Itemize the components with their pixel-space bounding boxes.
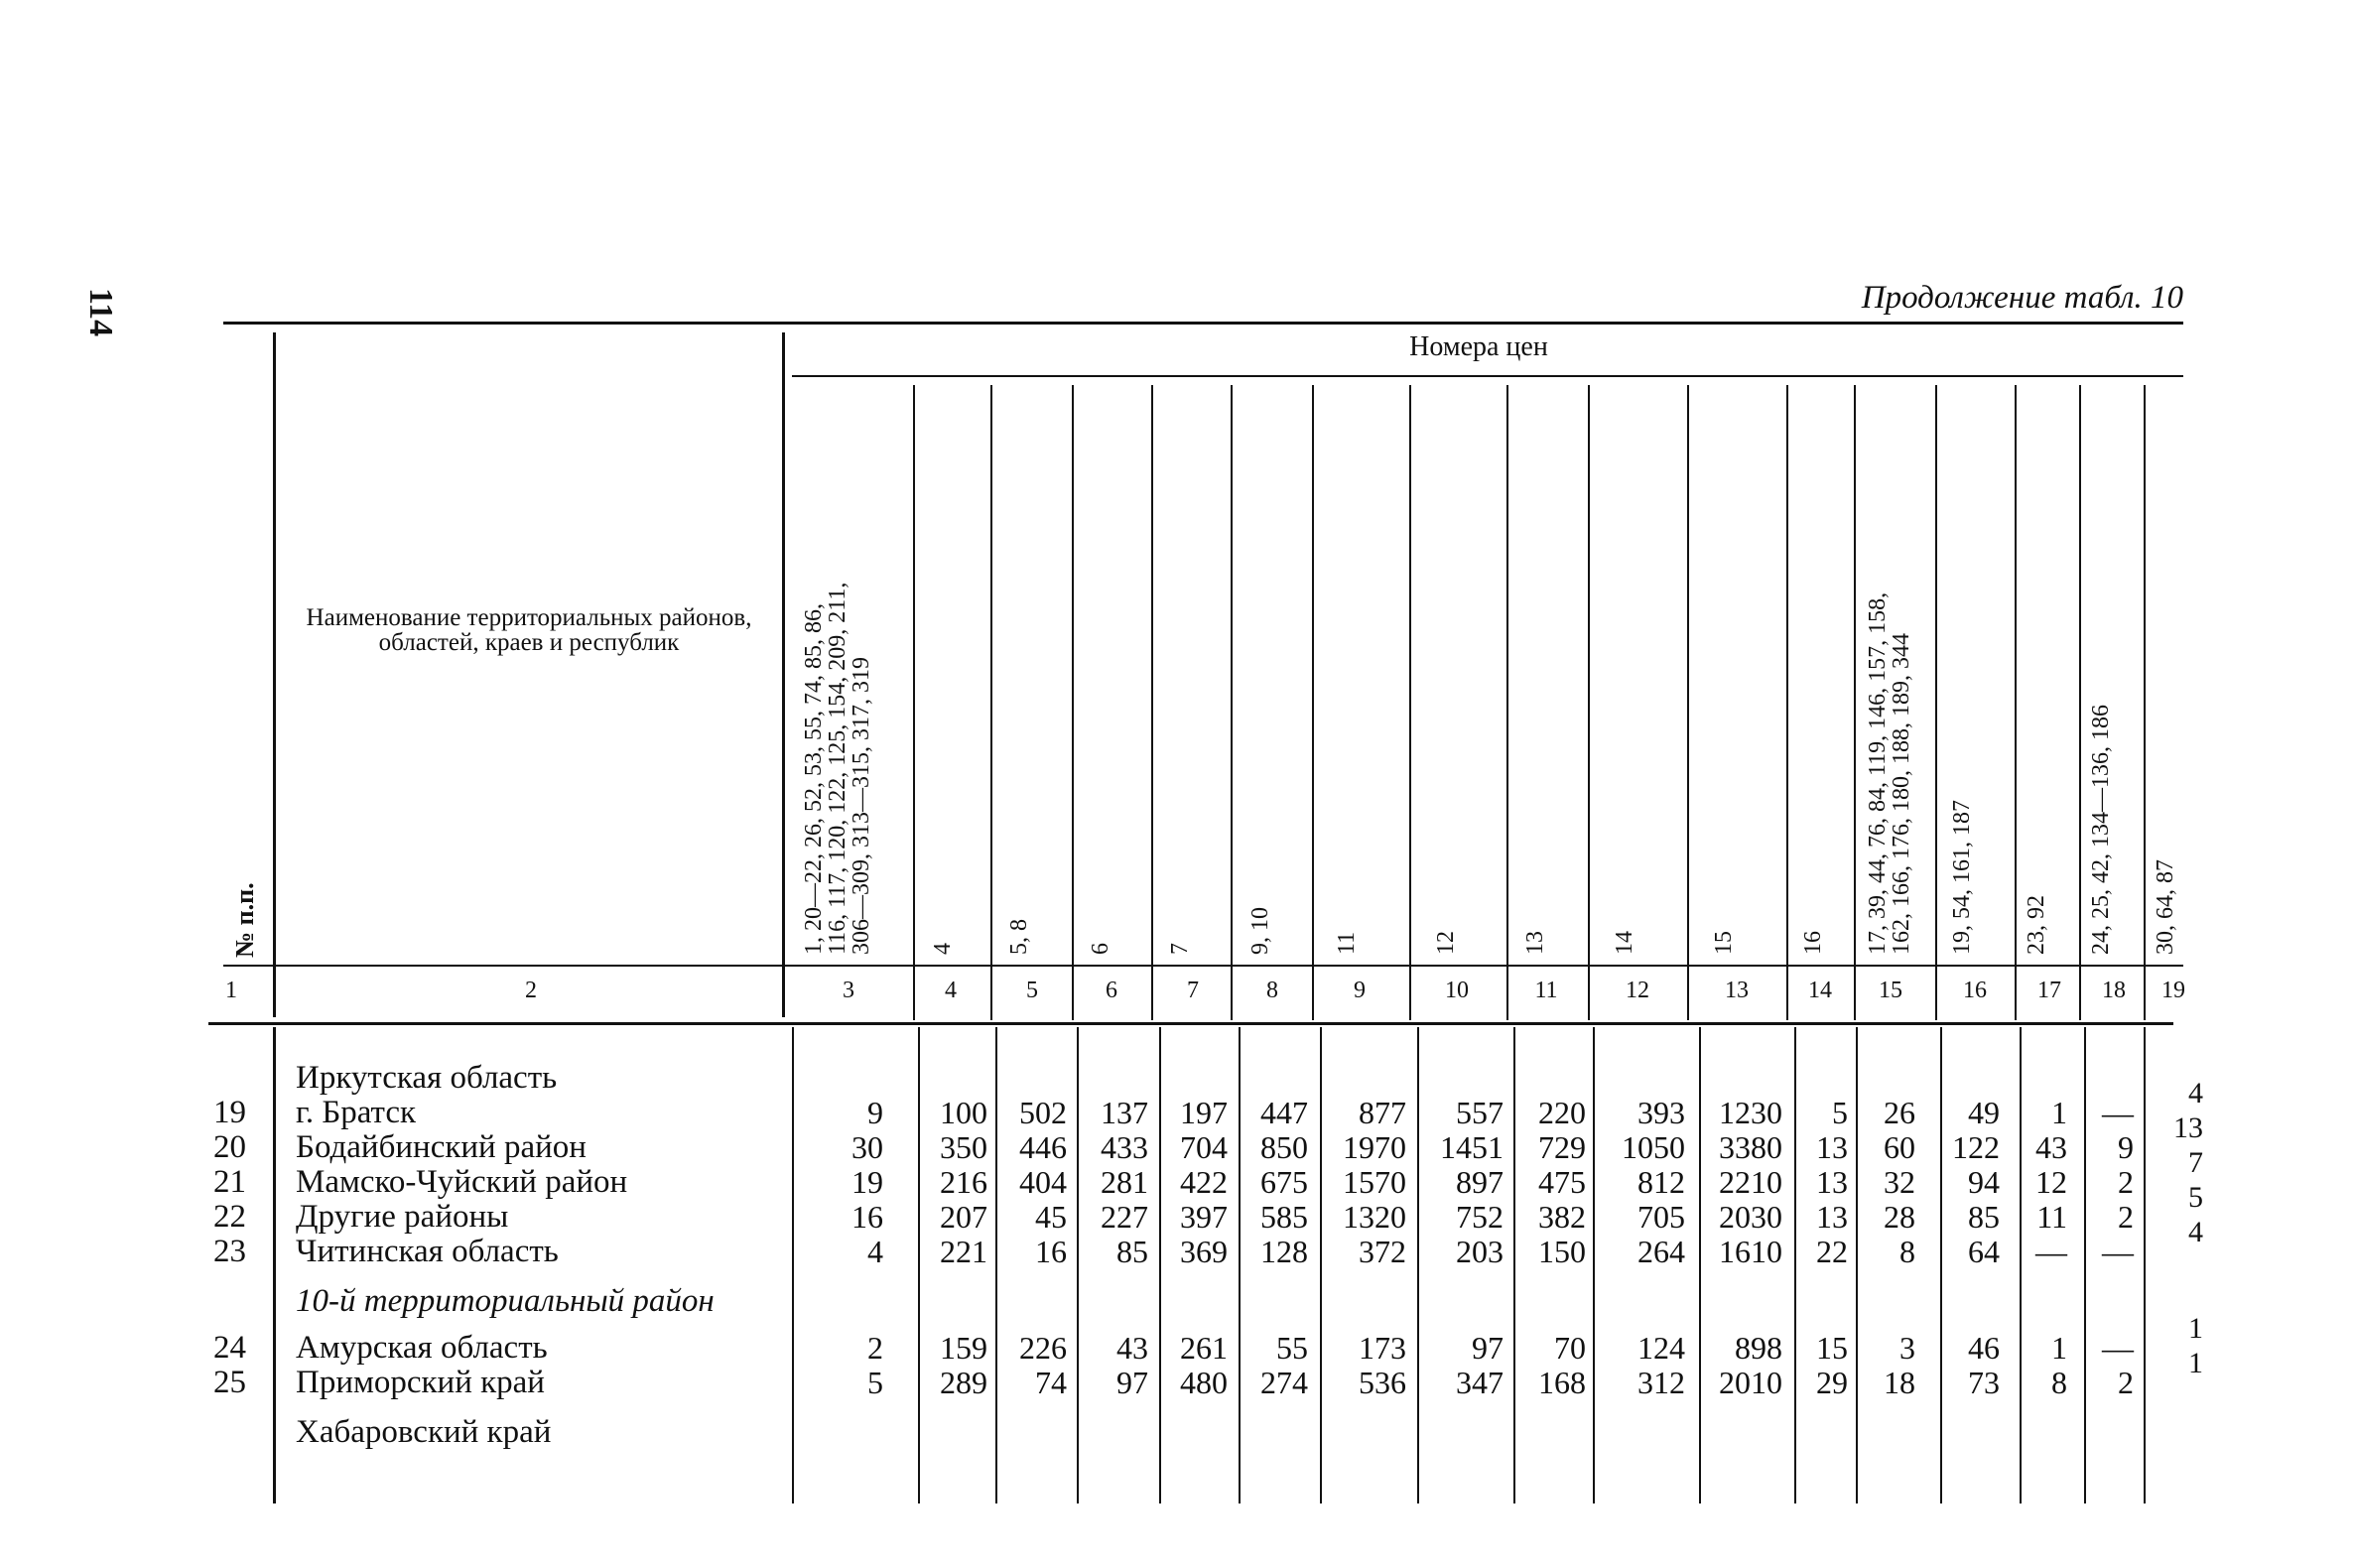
table-cell: 675 bbox=[1260, 1164, 1308, 1200]
table-cell: 312 bbox=[1637, 1365, 1685, 1400]
table-cell: 216 bbox=[940, 1164, 987, 1200]
column-number: 6 bbox=[1106, 978, 1117, 1003]
table-cell: 85 bbox=[1968, 1199, 2000, 1235]
header-column-divider bbox=[1588, 385, 1590, 1020]
table-cell: 7 bbox=[2188, 1146, 2203, 1179]
header-column-divider bbox=[1409, 385, 1411, 1020]
column-number: 15 bbox=[1879, 978, 1902, 1003]
price-column-header: 14 bbox=[1612, 931, 1637, 955]
table-cell: 2 bbox=[2118, 1164, 2134, 1200]
price-column-header: 30, 64, 87 bbox=[2153, 859, 2178, 955]
table-cell: 11 bbox=[2036, 1199, 2067, 1235]
table-cell: 13 bbox=[1816, 1199, 1848, 1235]
row-number: 24 bbox=[213, 1330, 246, 1366]
column-number: 7 bbox=[1187, 978, 1199, 1003]
table-cell: 1 bbox=[2188, 1312, 2203, 1345]
column-number: 12 bbox=[1626, 978, 1649, 1003]
table-cell: 26 bbox=[1884, 1095, 1915, 1130]
table-cell: 1451 bbox=[1440, 1129, 1504, 1165]
table-cell: 2030 bbox=[1719, 1199, 1782, 1235]
row-name: Амурская область bbox=[296, 1330, 548, 1366]
table-cell: 9 bbox=[867, 1095, 883, 1130]
table-cell: 3 bbox=[1899, 1330, 1915, 1366]
table-cell: 1230 bbox=[1719, 1095, 1782, 1130]
table-cell: 43 bbox=[1116, 1330, 1148, 1366]
table-cell: 64 bbox=[1968, 1234, 2000, 1269]
table-cell: 100 bbox=[940, 1095, 987, 1130]
table-cell: 393 bbox=[1637, 1095, 1685, 1130]
header-column-divider bbox=[1854, 385, 1856, 1020]
table-cell: 2 bbox=[2118, 1199, 2134, 1235]
table-cell: 207 bbox=[940, 1199, 987, 1235]
table-cell: 704 bbox=[1180, 1129, 1228, 1165]
table-cell: 2010 bbox=[1719, 1365, 1782, 1400]
table-cell: 447 bbox=[1260, 1095, 1308, 1130]
table-cell: 1320 bbox=[1343, 1199, 1406, 1235]
table-cell: 16 bbox=[1035, 1234, 1067, 1269]
price-column-header: 11 bbox=[1334, 931, 1360, 955]
table-cell: 60 bbox=[1884, 1129, 1915, 1165]
table-cell: 4 bbox=[2188, 1077, 2203, 1110]
table-cell: 124 bbox=[1637, 1330, 1685, 1366]
table-cell: 1050 bbox=[1622, 1129, 1685, 1165]
table-cell: 3380 bbox=[1719, 1129, 1782, 1165]
table-cell: 13 bbox=[1816, 1129, 1848, 1165]
table-cell: 74 bbox=[1035, 1365, 1067, 1400]
table-cell: 1610 bbox=[1719, 1234, 1782, 1269]
price-column-header: 12 bbox=[1433, 931, 1459, 955]
table-cell: 475 bbox=[1538, 1164, 1586, 1200]
table-cell: 4 bbox=[867, 1234, 883, 1269]
table-cell: 19 bbox=[851, 1164, 883, 1200]
header-column-divider bbox=[1072, 385, 1074, 1020]
row-name: Другие районы bbox=[296, 1199, 509, 1235]
body-column-divider bbox=[2144, 1027, 2146, 1503]
row-number: 21 bbox=[213, 1164, 246, 1200]
header-column-divider bbox=[1935, 385, 1937, 1020]
price-column-header: 13 bbox=[1522, 931, 1548, 955]
column-number: 5 bbox=[1026, 978, 1038, 1003]
table-cell: 13 bbox=[1816, 1164, 1848, 1200]
table-cell: 220 bbox=[1538, 1095, 1586, 1130]
table-cell: 536 bbox=[1359, 1365, 1406, 1400]
row-name: Мамско-Чуйский район bbox=[296, 1164, 628, 1200]
header-column-divider bbox=[1231, 385, 1233, 1020]
price-column-header: 7 bbox=[1167, 943, 1193, 955]
row-number: 19 bbox=[213, 1095, 246, 1130]
table-cell: 433 bbox=[1101, 1129, 1148, 1165]
table-cell: — bbox=[2102, 1095, 2134, 1130]
table-cell: 159 bbox=[940, 1330, 987, 1366]
header-column-divider bbox=[913, 385, 915, 1020]
table-cell: 5 bbox=[1832, 1095, 1848, 1130]
header-divider bbox=[273, 332, 276, 1017]
table-cell: 347 bbox=[1456, 1365, 1504, 1400]
table-cell: 97 bbox=[1116, 1365, 1148, 1400]
table-cell: 173 bbox=[1359, 1330, 1406, 1366]
column-number-rule-top bbox=[223, 965, 2183, 967]
table-cell: 2 bbox=[2118, 1365, 2134, 1400]
region-heading: Хабаровский край bbox=[296, 1414, 552, 1450]
table-cell: 55 bbox=[1276, 1330, 1308, 1366]
price-column-header: 16 bbox=[1800, 931, 1826, 955]
table-cell: 85 bbox=[1116, 1234, 1148, 1269]
table-cell: 382 bbox=[1538, 1199, 1586, 1235]
price-column-header: 15 bbox=[1711, 931, 1737, 955]
table-cell: 850 bbox=[1260, 1129, 1308, 1165]
region-heading: Иркутская область bbox=[296, 1060, 558, 1096]
table-cell: 2 bbox=[867, 1330, 883, 1366]
column-number: 9 bbox=[1354, 978, 1366, 1003]
column-number: 2 bbox=[525, 978, 537, 1003]
header-column-divider bbox=[2079, 385, 2081, 1020]
price-column-header: 9, 10 bbox=[1247, 907, 1273, 955]
price-column-header: 1, 20—22, 26, 52, 53, 55, 74, 85, 86, 116, 117, 120, 122, 125, 154, 209, 211, 306—309, 313—315, 317, 319 bbox=[801, 582, 874, 955]
table-cell: 46 bbox=[1968, 1330, 2000, 1366]
table-cell: 369 bbox=[1180, 1234, 1228, 1269]
column-number: 10 bbox=[1445, 978, 1469, 1003]
header-column-divider bbox=[1786, 385, 1788, 1020]
table-cell: 29 bbox=[1816, 1365, 1848, 1400]
row-name: Читинская область bbox=[296, 1234, 559, 1269]
column-number: 4 bbox=[945, 978, 957, 1003]
column-number: 16 bbox=[1963, 978, 1987, 1003]
table-cell: 16 bbox=[851, 1199, 883, 1235]
page-number: 114 bbox=[82, 288, 119, 337]
table-cell: 446 bbox=[1019, 1129, 1067, 1165]
column-number: 11 bbox=[1534, 978, 1558, 1003]
table-cell: 94 bbox=[1968, 1164, 2000, 1200]
table-cell: — bbox=[2102, 1330, 2134, 1366]
table-cell: 397 bbox=[1180, 1199, 1228, 1235]
table-cell: 168 bbox=[1538, 1365, 1586, 1400]
table-cell: 128 bbox=[1260, 1234, 1308, 1269]
table-cell: 13 bbox=[2173, 1111, 2203, 1144]
table-cell: 18 bbox=[1884, 1365, 1915, 1400]
header-column-divider bbox=[990, 385, 992, 1020]
table-cell: 73 bbox=[1968, 1365, 2000, 1400]
table-cell: 30 bbox=[851, 1129, 883, 1165]
table-cell: 45 bbox=[1035, 1199, 1067, 1235]
table-cell: 122 bbox=[1952, 1129, 2000, 1165]
table-cell: 585 bbox=[1260, 1199, 1308, 1235]
table-cell: 70 bbox=[1554, 1330, 1586, 1366]
table-cell: 897 bbox=[1456, 1164, 1504, 1200]
header-column-divider bbox=[1151, 385, 1153, 1020]
table-cell: 898 bbox=[1735, 1330, 1782, 1366]
price-column-header: 6 bbox=[1088, 943, 1113, 955]
table-cell: 22 bbox=[1816, 1234, 1848, 1269]
table-cell: 1 bbox=[2051, 1330, 2067, 1366]
price-column-header: 24, 25, 42, 134—136, 186 bbox=[2088, 705, 2114, 955]
column-number: 8 bbox=[1266, 978, 1278, 1003]
table-continuation-caption: Продолжение табл. 10 bbox=[1861, 280, 2183, 316]
table-cell: 227 bbox=[1101, 1199, 1148, 1235]
table-cell: 28 bbox=[1884, 1199, 1915, 1235]
table-cell: 43 bbox=[2035, 1129, 2067, 1165]
table-cell: 729 bbox=[1538, 1129, 1586, 1165]
price-column-header: 4 bbox=[930, 943, 956, 955]
section-heading: 10-й территориальный район bbox=[296, 1283, 715, 1319]
row-number: 20 bbox=[213, 1129, 246, 1165]
table-cell: 404 bbox=[1019, 1164, 1067, 1200]
table-cell: 137 bbox=[1101, 1095, 1148, 1130]
table-cell: 422 bbox=[1180, 1164, 1228, 1200]
table-cell: 1570 bbox=[1343, 1164, 1406, 1200]
header-column-divider bbox=[2015, 385, 2017, 1020]
header-column-divider bbox=[1687, 385, 1689, 1020]
table-cell: 261 bbox=[1180, 1330, 1228, 1366]
row-name: г. Братск bbox=[296, 1095, 417, 1130]
column-number: 3 bbox=[843, 978, 854, 1003]
table-top-rule bbox=[223, 322, 2183, 325]
table-cell: 264 bbox=[1637, 1234, 1685, 1269]
column-number: 18 bbox=[2102, 978, 2126, 1003]
header-column-divider bbox=[1312, 385, 1314, 1020]
table-cell: 812 bbox=[1637, 1164, 1685, 1200]
table-cell: 557 bbox=[1456, 1095, 1504, 1130]
column-number-rule-bottom bbox=[208, 1022, 2173, 1025]
table-cell: 2210 bbox=[1719, 1164, 1782, 1200]
price-column-header: 5, 8 bbox=[1006, 919, 1032, 955]
table-cell: 4 bbox=[2188, 1216, 2203, 1248]
table-cell: 1 bbox=[2188, 1347, 2203, 1379]
table-cell: 289 bbox=[940, 1365, 987, 1400]
table-cell: 5 bbox=[867, 1365, 883, 1400]
price-column-header: 23, 92 bbox=[2024, 895, 2049, 955]
table-cell: 197 bbox=[1180, 1095, 1228, 1130]
table-cell: 9 bbox=[2118, 1129, 2134, 1165]
table-cell: — bbox=[2035, 1234, 2067, 1269]
table-cell: 8 bbox=[1899, 1234, 1915, 1269]
table-cell: — bbox=[2102, 1234, 2134, 1269]
table-cell: 1970 bbox=[1343, 1129, 1406, 1165]
num-col-header-text: № п.п. bbox=[230, 882, 259, 958]
column-number: 17 bbox=[2037, 978, 2061, 1003]
table-cell: 877 bbox=[1359, 1095, 1406, 1130]
header-divider bbox=[782, 332, 785, 1017]
table-cell: 49 bbox=[1968, 1095, 2000, 1130]
table-cell: 5 bbox=[2188, 1181, 2203, 1214]
body-column-divider bbox=[273, 1027, 276, 1503]
table-cell: 221 bbox=[940, 1234, 987, 1269]
header-column-divider bbox=[2144, 385, 2146, 1020]
name-col-header: Наименование территориальных районов, областей, краев и республик bbox=[306, 604, 752, 656]
table-cell: 705 bbox=[1637, 1199, 1685, 1235]
row-name: Приморский край bbox=[296, 1365, 545, 1400]
table-cell: 203 bbox=[1456, 1234, 1504, 1269]
table-cell: 15 bbox=[1816, 1330, 1848, 1366]
column-number: 19 bbox=[2161, 978, 2185, 1003]
table-cell: 8 bbox=[2051, 1365, 2067, 1400]
table-cell: 281 bbox=[1101, 1164, 1148, 1200]
table-cell: 350 bbox=[940, 1129, 987, 1165]
row-number: 22 bbox=[213, 1199, 246, 1235]
table-cell: 32 bbox=[1884, 1164, 1915, 1200]
header-column-divider bbox=[1506, 385, 1508, 1020]
table-cell: 372 bbox=[1359, 1234, 1406, 1269]
price-header-rule bbox=[792, 375, 2183, 377]
column-number: 13 bbox=[1725, 978, 1749, 1003]
num-col-header bbox=[230, 882, 260, 958]
price-column-header: 17, 39, 44, 76, 84, 119, 146, 157, 158, 162, 166, 176, 180, 188, 189, 344 bbox=[1865, 591, 1914, 955]
table-cell: 97 bbox=[1472, 1330, 1504, 1366]
row-number: 25 bbox=[213, 1365, 246, 1400]
column-number: 1 bbox=[225, 978, 237, 1003]
table-cell: 274 bbox=[1260, 1365, 1308, 1400]
price-column-header: 19, 54, 161, 187 bbox=[1949, 800, 1975, 955]
table-cell: 1 bbox=[2051, 1095, 2067, 1130]
price-numbers-header: Номера цен bbox=[1409, 331, 1548, 362]
table-cell: 150 bbox=[1538, 1234, 1586, 1269]
table-cell: 480 bbox=[1180, 1365, 1228, 1400]
row-name: Бодайбинский район bbox=[296, 1129, 587, 1165]
table-cell: 12 bbox=[2035, 1164, 2067, 1200]
table-cell: 502 bbox=[1019, 1095, 1067, 1130]
table-cell: 226 bbox=[1019, 1330, 1067, 1366]
row-number: 23 bbox=[213, 1234, 246, 1269]
column-number: 14 bbox=[1808, 978, 1832, 1003]
table-cell: 752 bbox=[1456, 1199, 1504, 1235]
